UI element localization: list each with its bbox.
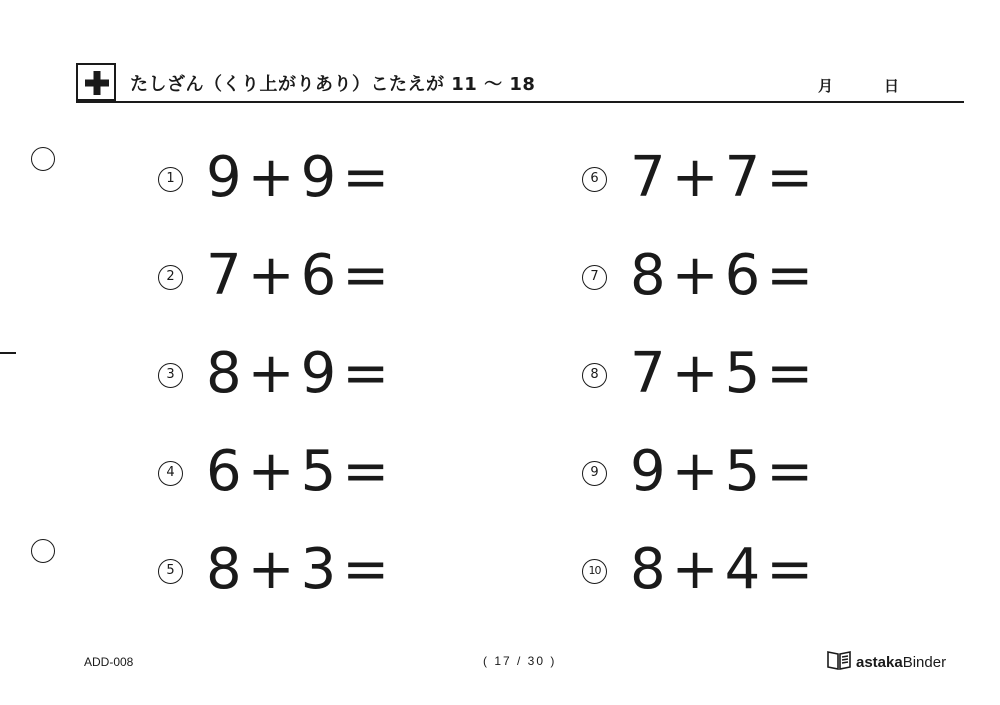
binder-hole-top: [31, 147, 55, 171]
addend-b: 5: [724, 439, 763, 504]
problem-number: 10: [582, 559, 607, 584]
plus-sign: +: [671, 439, 721, 504]
addend-b: 5: [300, 439, 339, 504]
equals-sign: =: [342, 537, 392, 602]
problem-expression: [206, 440, 395, 504]
problem-expression: [206, 244, 395, 308]
equals-sign: =: [766, 243, 816, 308]
problem-expression: [206, 538, 395, 602]
plus-sign: +: [247, 537, 297, 602]
worksheet-title: たしざん（くり上がりあり）こたえが 11 〜 18: [130, 74, 536, 95]
problem-expression: [630, 538, 819, 602]
equals-sign: =: [342, 243, 392, 308]
problem-expression: [630, 342, 819, 406]
problem-number: 8: [582, 363, 607, 388]
addend-b: 4: [724, 537, 763, 602]
brand-name: [856, 654, 946, 671]
equals-sign: =: [342, 145, 392, 210]
addend-b: 9: [300, 145, 339, 210]
addend-a: 7: [630, 145, 668, 210]
equals-sign: =: [342, 439, 392, 504]
center-mark: [0, 352, 16, 354]
addend-a: 7: [630, 341, 668, 406]
problem-expression: [206, 146, 395, 210]
plus-sign: +: [671, 537, 721, 602]
problem-expression: [206, 342, 395, 406]
problem-number: 6: [582, 167, 607, 192]
addend-a: 9: [206, 145, 244, 210]
addend-b: 6: [724, 243, 763, 308]
plus-sign: +: [247, 341, 297, 406]
binder-hole-bottom: [31, 539, 55, 563]
problem-number: 9: [582, 461, 607, 486]
equals-sign: =: [766, 145, 816, 210]
plus-sign: +: [671, 341, 721, 406]
problem-expression: [630, 244, 819, 308]
plus-sign: +: [247, 243, 297, 308]
problem-number: 2: [158, 265, 183, 290]
binder-book-icon: [826, 649, 852, 675]
addend-b: 6: [300, 243, 339, 308]
addend-a: 8: [206, 537, 244, 602]
addend-a: 9: [630, 439, 668, 504]
problem-number: 4: [158, 461, 183, 486]
addend-b: 3: [300, 537, 339, 602]
addend-a: 8: [630, 243, 668, 308]
page-indicator: ( 17 / 30 ): [483, 654, 557, 668]
plus-sign: +: [247, 439, 297, 504]
brand-name-bold: astaka: [856, 653, 903, 671]
plus-sign: +: [247, 145, 297, 210]
month-label: 月: [818, 77, 834, 95]
day-label: 日: [884, 77, 900, 95]
problem-number: 3: [158, 363, 183, 388]
plus-sign: +: [671, 145, 721, 210]
worksheet-code: ADD-008: [84, 655, 134, 669]
plus-icon: [76, 63, 116, 101]
equals-sign: =: [342, 341, 392, 406]
addend-a: 6: [206, 439, 244, 504]
problem-number: 5: [158, 559, 183, 584]
addend-b: 9: [300, 341, 339, 406]
problem-expression: [630, 146, 819, 210]
brand-name-regular: Binder: [902, 653, 947, 671]
plus-sign: +: [671, 243, 721, 308]
addend-b: 7: [724, 145, 763, 210]
addend-a: 8: [206, 341, 244, 406]
problem-number: 1: [158, 167, 183, 192]
addend-a: 7: [206, 243, 244, 308]
equals-sign: =: [766, 537, 816, 602]
addend-b: 5: [724, 341, 763, 406]
problem-expression: [630, 440, 819, 504]
equals-sign: =: [766, 341, 816, 406]
addend-a: 8: [630, 537, 668, 602]
header-rule: [76, 101, 964, 103]
brand-logo: [826, 650, 946, 674]
equals-sign: =: [766, 439, 816, 504]
problem-number: 7: [582, 265, 607, 290]
